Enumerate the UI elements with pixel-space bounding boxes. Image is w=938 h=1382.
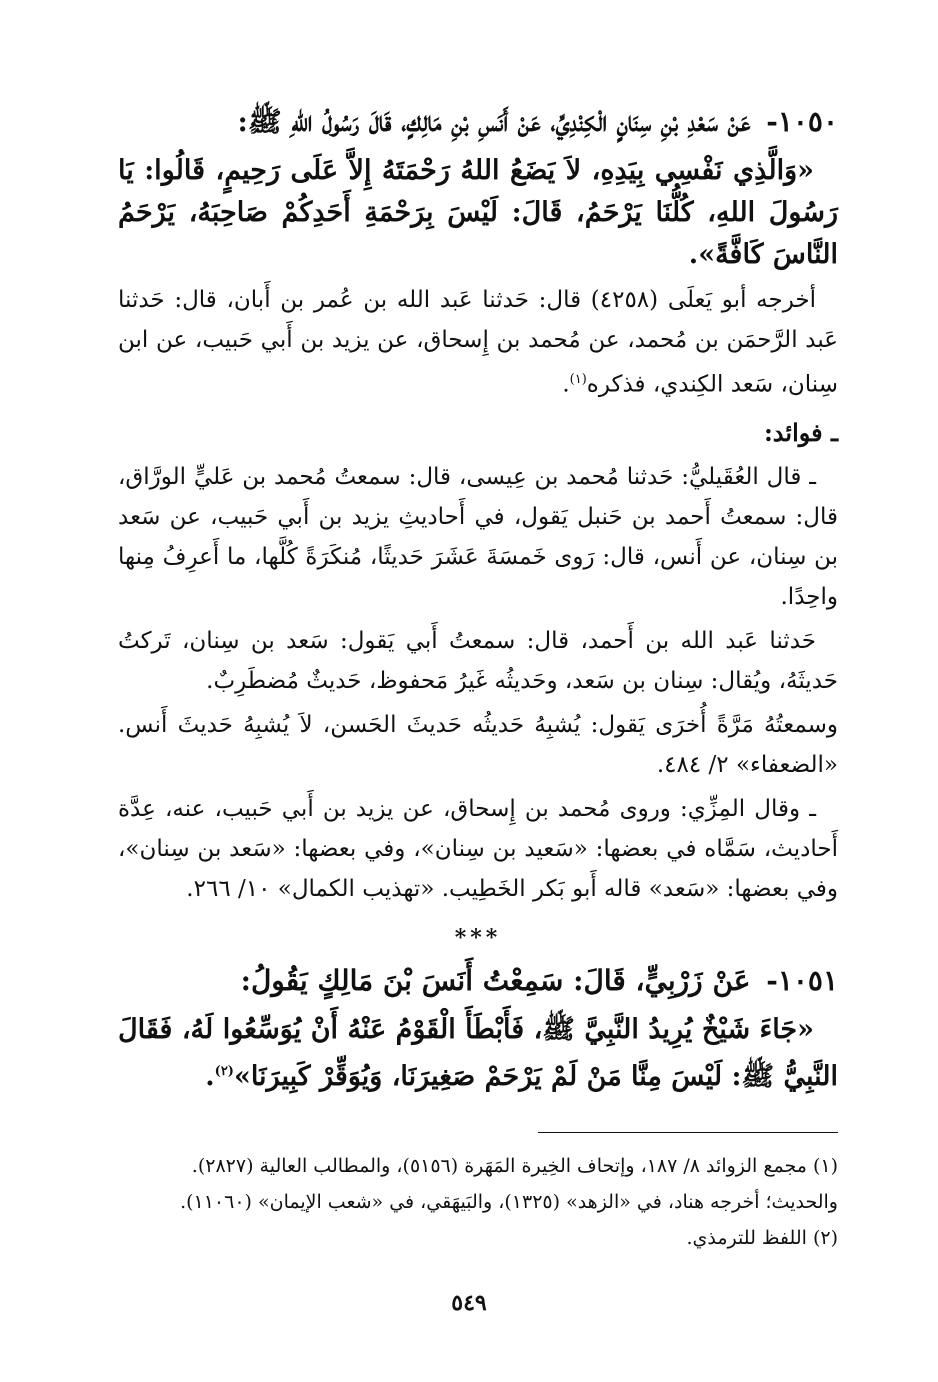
fawaid-paragraph-3: وسمعتُهُ مَرَّةً أُخرَى يَقول: يُشبِهُ حَديثُه حَديثَ الحَسن، لاَ يُشبِهُ حَديثَ أَنس. «الضعفاء» ٢/ ٤٨٤. [118,711,838,778]
hadith-1051-matn [118,1009,838,1098]
hadith-number: ١٠٥٠- [766,105,838,138]
fawaid-heading: ـ فوائد: [763,417,838,447]
footnote-ref-1[interactable]: (١) [569,372,587,387]
matn-text: «جَاءَ شَيْخٌ يُرِيدُ النَّبِيَّ ﷺ، فَأَبْطَأَ الْقَوْمُ عَنْهُ أَنْ يُوَسِّعُوا لَهُ، فَقَالَ النَّبِيُّ ﷺ: لَيْسَ مِنَّا مَنْ لَمْ يَرْحَمْ صَغِيرَنَا، وَيُوَقِّرْ كَبِيرَنَا» [118,1013,838,1092]
footnote-1: (١) مجمع الزوائد ٨/ ١٨٧، وإتحاف الخِيرة المَهَرة (٥١٥٦)، والمطالب العالية (٢٨٢٧). [191,1155,838,1177]
takhrij-end: . [562,371,570,398]
section-separator: *** [454,924,502,951]
hadith-1051-header [118,959,838,1003]
hadith-1050-header [118,100,838,144]
footnote-2: (٢) اللفظ للترمذي. [686,1227,838,1249]
hadith-isnad: عَنْ سَعْدِ بْنِ سِنَانٍ الْكِنْدِيِّ، عَنْ أَنَسِ بْنِ مَالِكٍ، قَالَ رَسُولُ اللهِ ﷺ: [237,105,751,138]
fawaid-paragraph-4: ـ وقال المِزِّي: وروى مُحمد بن إِسحاق، عن يزيد بن أَبي حَبيب، عنه، عِدَّة أَحاديث، سَمَّاه في بعضها: «سَعيد بن سِنان»، وفي بعضها: «سَعد بن سِنان»، وفي بعضها: «سَعد» قاله أَبو بَكر الخَطِيب. «تهذيب الكمال» ١٠/ ٢٦٦. [118,795,838,902]
hadith-1050-matn: «وَالَّذِي نَفْسِي بِيَدِهِ، لاَ يَضَعُ اللهُ رَحْمَتَهُ إِلاَّ عَلَى رَحِيمٍ، قَالُوا: يَا رَسُولَ اللهِ، كُلُّنَا يَرْحَمُ، قَالَ: لَيْسَ بِرَحْمَةِ أَحَدِكُمْ صَاحِبَهُ، يَرْحَمُ النَّاسَ كَافَّةً». [118,155,838,270]
hadith-isnad: عَنْ زَرْبِيٍّ، قَالَ: سَمِعْتُ أَنَسَ بْنَ مَالِكٍ يَقُولُ: [240,963,751,997]
takhrij-text: أخرجه أبو يَعلَى (٤٢٥٨) قال: حَدثنا عَبد الله بن عُمر بن أَبان، قال: حَدثنا عَبد الرَّحمَن بن مُحمد، عن مُحمد بن إِسحاق، عن يزيد بن أَبي حَبيب، عن ابن سِنان، سَعد الكِندي، فذكره [118,287,838,398]
footnote-divider [538,1132,838,1133]
hadith-1050-takhrij [118,280,838,405]
matn-end: . [205,1060,215,1092]
footnotes [118,1148,838,1256]
fawaid-paragraph-2: حَدثنا عَبد الله بن أَحمد، قال: سمعتُ أَبي يَقول: سَعد بن سِنان، تَركتُ حَديثَهُ، ويُقال: سِنان بن سَعد، وحَديثُه غَيرُ مَحفوظ، حَديثٌ مُضطَرِبٌ. [118,627,838,694]
fawaid-paragraph-1: ـ قال العُقَيليُّ: حَدثنا مُحمد بن عِيسى، قال: سمعتُ مُحمد بن عَليٍّ الورَّاق، قال: سمعتُ أَحمد بن حَنبل يَقول، في أَحاديثِ يزيد بن أَبي حَبيب، عن سَعد بن سِنان، عن أَنس، قال: رَوى خَمسَةَ عَشَرَ حَديثًا، مُنكَرَةً كُلَّها، ما أَعرِفُ مِنها واحِدًا. [118,463,838,610]
footnote-ref-2[interactable]: (٢) [214,1063,234,1079]
page-number: ٥٤٩ [451,1290,487,1316]
footnote-1-continued: والحديث؛ أخرجه هناد، في «الزهد» (١٣٢٥)، والبَيهَقي، في «شعب الإيمان» (١١٠٦٠). [180,1191,838,1213]
hadith-number: ١٠٥١- [766,963,838,997]
page-body [118,100,838,1098]
